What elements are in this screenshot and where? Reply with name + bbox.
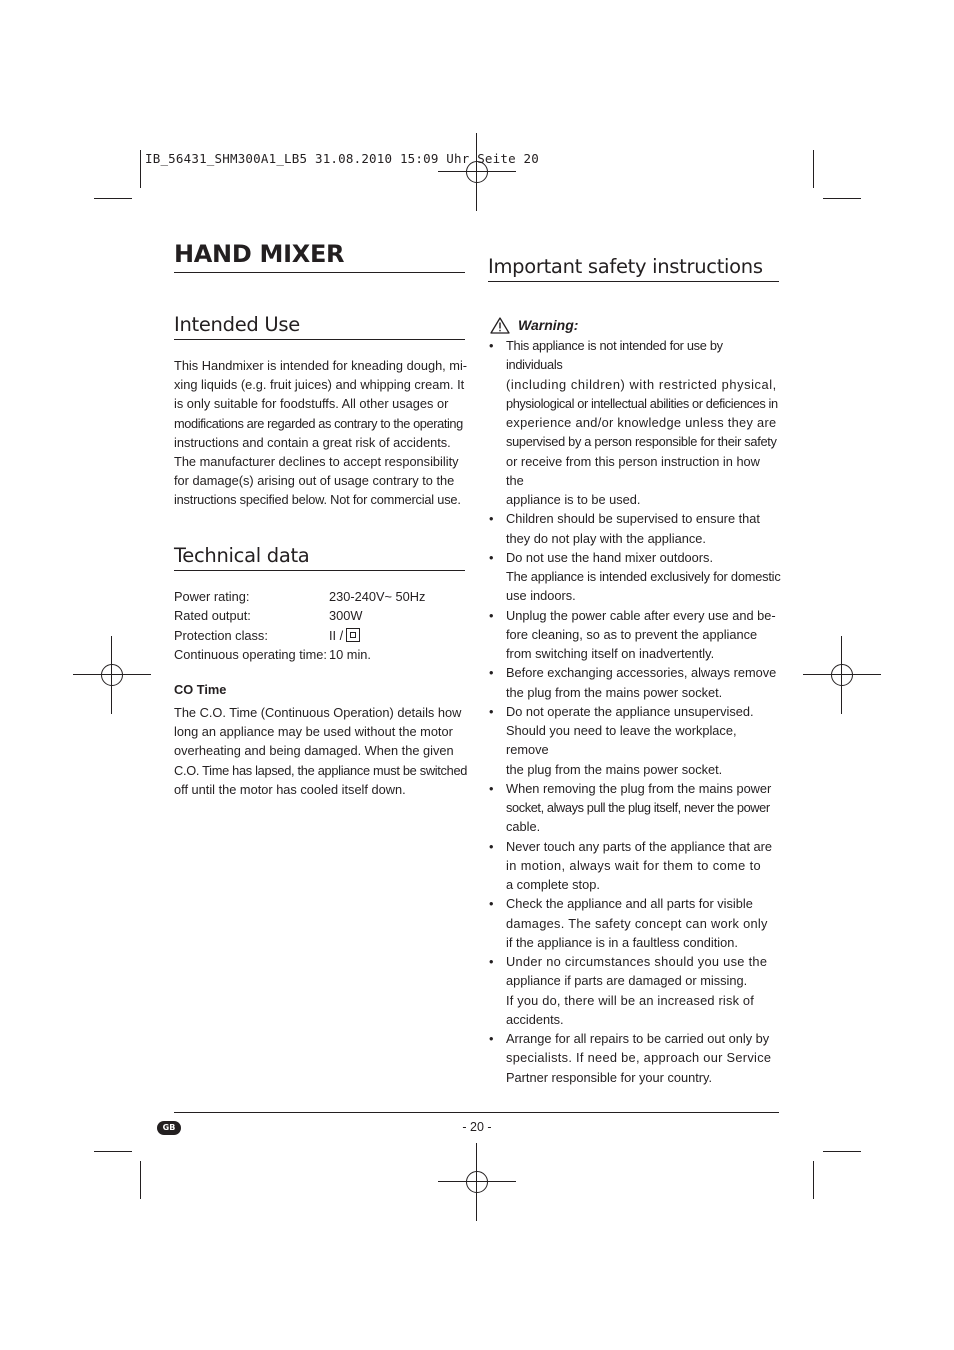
protection-class-ii-icon [346, 628, 360, 642]
list-item: • Do not use the hand mixer outdoors. The appliance is intended exclusively for domestic use indoors. [489, 548, 781, 606]
footer-rule [174, 1112, 779, 1113]
co-time-text: The C.O. Time (Continuous Operation) details how long an appliance may be used without the motor overheating and being damaged. When the given C.O. Time has lapsed, the appliance must be switched off until the motor has cooled itself down. [174, 705, 468, 797]
co-time-heading: CO Time [174, 682, 227, 697]
registration-mark-right [803, 636, 881, 714]
technical-data-heading: Technical data [174, 544, 310, 567]
list-item: • Never touch any parts of the appliance that are in motion, always wait for them to come to a complete stop. [489, 837, 781, 895]
registration-mark-left [73, 636, 151, 714]
intended-use-text: This Handmixer is intended for kneading dough, mi- xing liquids (e.g. fruit juices) and whipping cream. It is only suitable for foodstuffs. All other usages or modifications are regarded as contrary to the operating instructions and contain a great risk of accidents. The manufacturer declines to accept responsibility for damage(s) arising out of usage contrary to the instructions specified below. Not for commercial use. [174, 358, 468, 508]
tech-row-output: Rated output: 300W [174, 608, 363, 624]
crop-mark-top-left-v [140, 150, 141, 188]
crop-mark-bottom-left-v [140, 1161, 141, 1199]
warning-triangle-icon [490, 317, 510, 334]
crop-mark-top-left-h [94, 198, 132, 199]
page-number: - 20 - [462, 1120, 492, 1134]
list-item: • Children should be supervised to ensure that they do not play with the appliance. [489, 509, 781, 548]
safety-heading: Important safety instructions [488, 255, 763, 278]
intended-use-heading: Intended Use [174, 313, 300, 336]
page-title: HAND MIXER [174, 240, 345, 268]
list-item: • Under no circumstances should you use the appliance if parts are damaged or missing. If you do, there will be an increased risk of accidents. [489, 952, 781, 1029]
list-item: • Do not operate the appliance unsupervised. Should you need to leave the workplace, remove the plug from the mains power socket. [489, 702, 781, 779]
print-slug: IB_56431_SHM300A1_LB5 31.08.2010 15:09 Uhr Seite 20 [145, 151, 540, 166]
tech-row-protection: Protection class: II / [174, 626, 474, 645]
list-item: • When removing the plug from the mains power socket, always pull the plug itself, never the power cable. [489, 779, 781, 837]
crop-mark-bottom-right-v [813, 1161, 814, 1199]
registration-mark-top [438, 133, 516, 211]
title-rule [174, 272, 465, 273]
list-item: • Before exchanging accessories, always remove the plug from the mains power socket. [489, 663, 781, 702]
crop-mark-top-right-v [813, 150, 814, 188]
intended-use-rule [174, 339, 465, 340]
technical-data-rule [174, 570, 465, 571]
safety-rule [488, 281, 779, 282]
crop-mark-top-right-h [823, 198, 861, 199]
tech-row-operating-time: Continuous operating time: 10 min. [174, 646, 371, 662]
registration-mark-bottom [438, 1143, 516, 1221]
crop-mark-bottom-left-h [94, 1151, 132, 1152]
country-badge: GB [157, 1121, 181, 1135]
safety-bullet-list [489, 336, 781, 1087]
list-item: • Arrange for all repairs to be carried out only by specialists. If need be, approach our Service Partner responsible for your country. [489, 1029, 781, 1087]
crop-mark-bottom-right-h [823, 1151, 861, 1152]
tech-row-power: Power rating: 230-240V~ 50Hz [174, 589, 426, 604]
list-item: • Unplug the power cable after every use and be- fore cleaning, so as to prevent the appliance from switching itself on inadvertently. [489, 606, 781, 664]
list-item: • This appliance is not intended for use by individuals (including children) with restricted physical, physiological or intellectual abilities or deficiences in experience and/or knowledge unless they are supervised by a person responsible for their safety or receive from this person instruction in how the appliance is to be used. [489, 336, 781, 509]
list-item: • Check the appliance and all parts for visible damages. The safety concept can work only if the appliance is in a faultless condition. [489, 894, 781, 952]
technical-data-table [174, 587, 474, 664]
